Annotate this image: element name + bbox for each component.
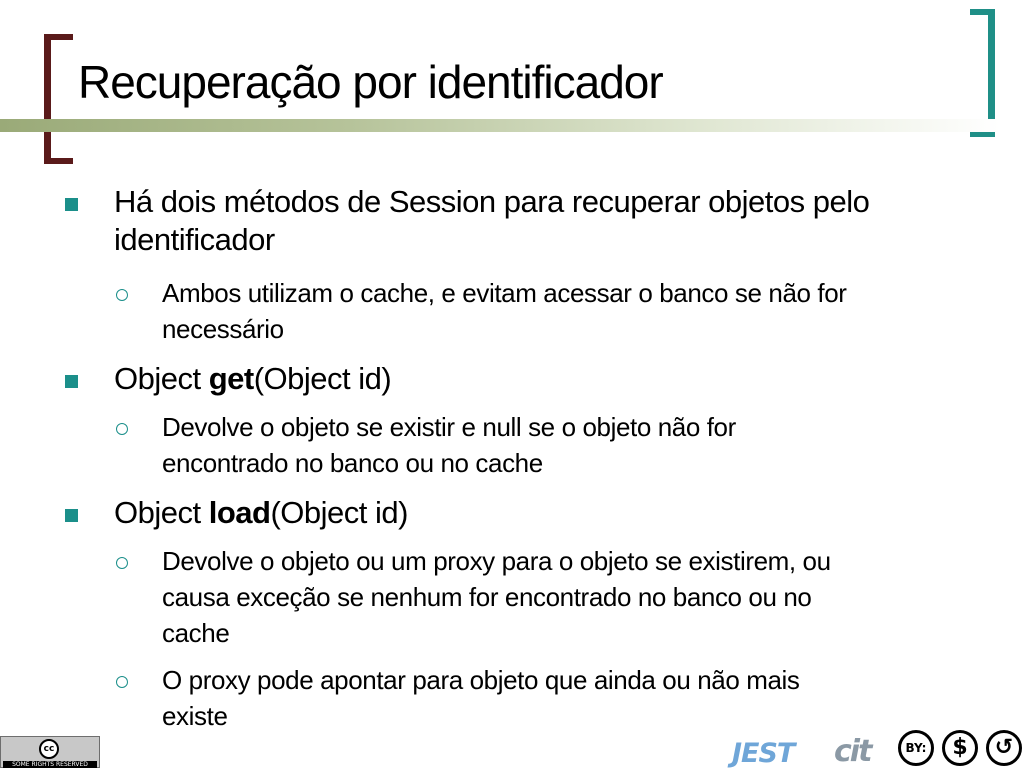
square-bullet-icon [65, 509, 78, 522]
circle-bullet-icon [116, 676, 128, 688]
right-bracket-decoration [970, 9, 995, 137]
attribution-icon[interactable]: BY: [898, 730, 934, 766]
list-item-text: Há dois métodos de Session para recuperar objetos pelo identificador [114, 184, 870, 257]
noncommercial-icon[interactable]: $ [942, 730, 978, 766]
list-item-text: Object load(Object id) [114, 495, 408, 530]
left-bracket-decoration [44, 34, 73, 164]
circle-bullet-icon [116, 423, 128, 435]
list-item-text: O proxy pode apontar para objeto que ainda ou não mais existe [162, 665, 800, 731]
circle-bullet-icon [116, 557, 128, 569]
cit-logo: cit [834, 734, 871, 769]
list-item-text: Devolve o objeto ou um proxy para o objeto se existirem, ou causa exceção se nenhum for encontrado no banco ou no cache [162, 546, 831, 648]
creative-commons-badge[interactable] [0, 736, 100, 768]
list-item-text: Object get(Object id) [114, 361, 392, 396]
list-item-text: Ambos utilizam o cache, e evitam acessar o banco se não for necessário [162, 278, 847, 344]
title-rule [0, 119, 1000, 132]
sharealike-icon[interactable]: ↺ [986, 730, 1022, 766]
square-bullet-icon [65, 198, 78, 211]
slide-title: Recuperação por identificador [78, 56, 663, 108]
cc-icon: cc [39, 739, 59, 759]
jest-logo: JEST [732, 738, 795, 769]
cc-rights-label: SOME RIGHTS RESERVED [3, 761, 97, 768]
circle-bullet-icon [116, 289, 128, 301]
square-bullet-icon [65, 375, 78, 388]
method-name-load: load [208, 495, 271, 530]
list-item-text: Devolve o objeto se existir e null se o objeto não for encontrado no banco ou no cache [162, 412, 736, 478]
method-name-get: get [208, 361, 254, 396]
